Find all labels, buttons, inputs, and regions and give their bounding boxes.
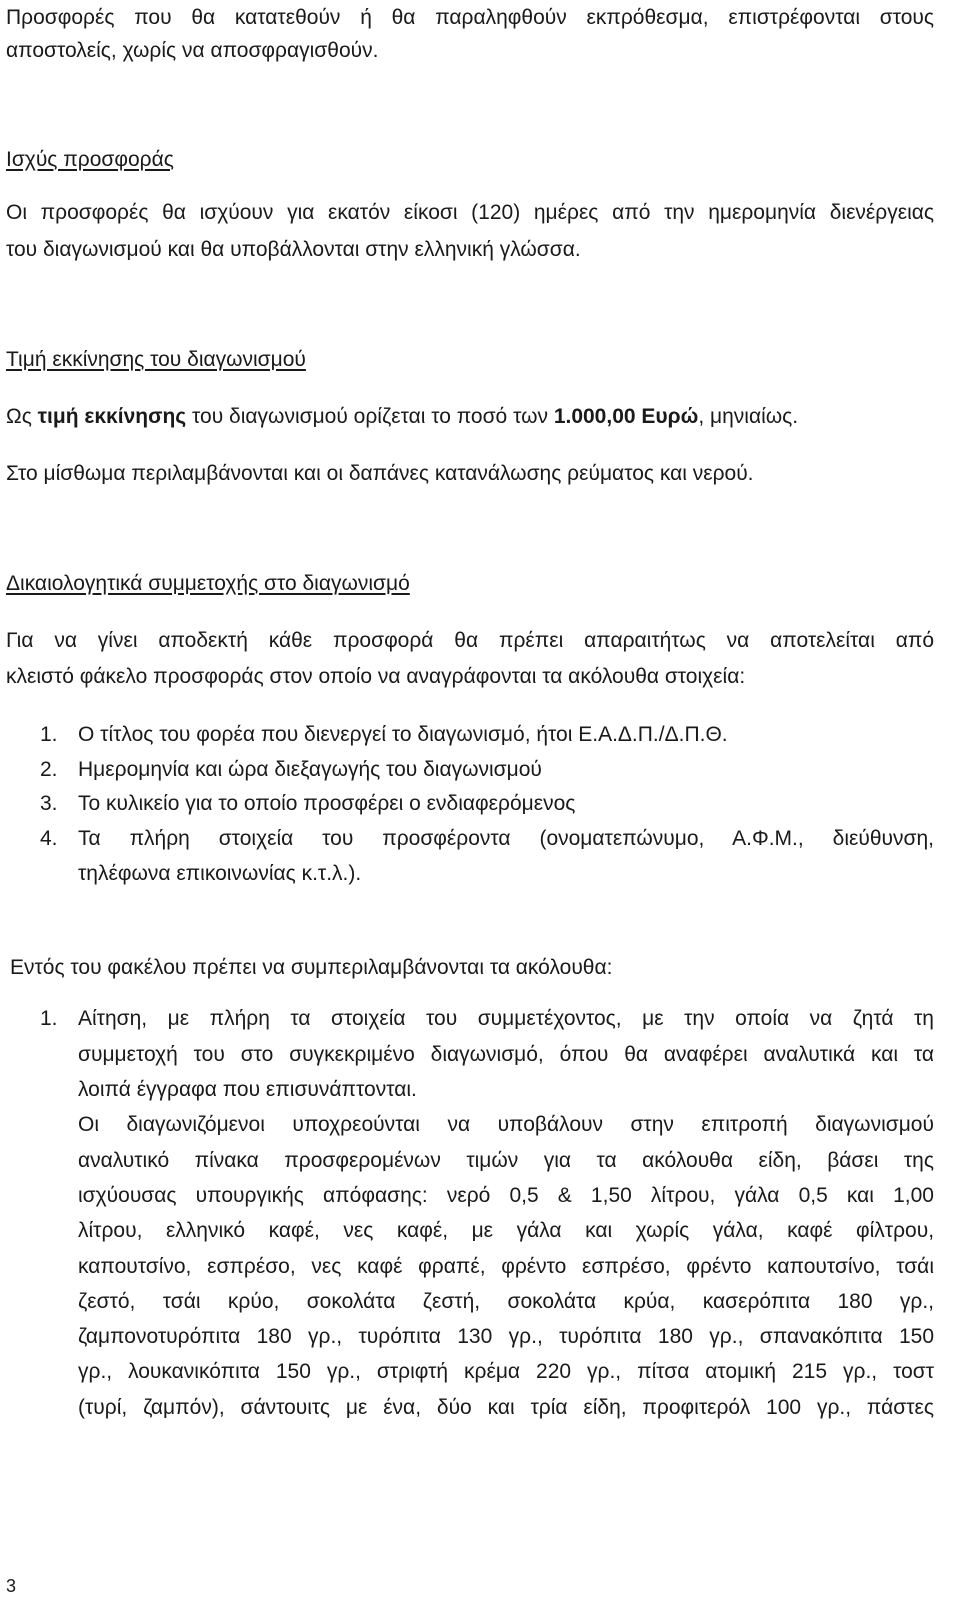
start-price-heading: Τιμή εκκίνησης του διαγωνισμού [6, 348, 306, 371]
envelope-line: (τυρί, ζαμπόν), σάντουιτς με ένα, δύο και τρία είδη, προφιτερόλ 100 γρ., πάστες [78, 1396, 934, 1419]
documents-heading: Δικαιολογητικά συμμετοχής στο διαγωνισμό [6, 572, 410, 595]
envelope-line: Οι διαγωνιζόμενοι υποχρεούνται να υποβάλουν στην επιτροπή διαγωνισμού [78, 1113, 934, 1136]
start-price-note: Στο μίσθωμα περιλαμβάνονται και οι δαπάνες κατανάλωσης ρεύματος και νερού. [6, 462, 754, 485]
list-item: Το κυλικείο για το οποίο προσφέρει ο ενδιαφερόμενος [78, 792, 576, 815]
start-price-text-a: Ως [6, 405, 38, 428]
validity-line-2: του διαγωνισμού και θα υποβάλλονται στην ελληνική γλώσσα. [6, 238, 581, 261]
envelope-line: συμμετοχή του στο συγκεκριμένο διαγωνισμό, όπου θα αναφέρει αναλυτικά και τα [78, 1043, 935, 1066]
validity-line-1: Οι προσφορές θα ισχύουν για εκατόν είκοσι (120) ημέρες από την ημερομηνία διενέργειας [6, 201, 935, 224]
list-item: Ημερομηνία και ώρα διεξαγωγής του διαγωνισμού [78, 758, 542, 781]
envelope-heading: Εντός του φακέλου πρέπει να συμπεριλαμβάνονται τα ακόλουθα: [10, 956, 613, 979]
envelope-line: λίτρου, ελληνικό καφέ, νες καφέ, με γάλα και χωρίς γάλα, καφέ φίλτρου, [78, 1219, 935, 1242]
envelope-line: αναλυτικό πίνακα προσφερομένων τιμών για τα ακόλουθα είδη, βάσει της [78, 1149, 934, 1172]
intro-line-1: Προσφορές που θα κατατεθούν ή θα παραληφθούν εκπρόθεσμα, επιστρέφονται στους [6, 6, 934, 29]
envelope-line: ζεστό, τσάι κρύο, σοκολάτα ζεστή, σοκολάτα κρύα, κασερόπιτα 180 γρ., [78, 1290, 934, 1313]
start-price-term: τιμή εκκίνησης [37, 405, 187, 428]
envelope-line: Αίτηση, με πλήρη τα στοιχεία του συμμετέχοντος, με την οποία να ζητά τη [78, 1007, 934, 1030]
envelope-line: ζαμπονοτυρόπιτα 180 γρ., τυρόπιτα 130 γρ., τυρόπιτα 180 γρ., σπανακόπιτα 150 [78, 1325, 935, 1348]
list-item-number: 3. [40, 792, 58, 815]
envelope-line: καπουτσίνο, εσπρέσο, νες καφέ φραπέ, φρέντο εσπρέσο, φρέντο καπουτσίνο, τσάι [78, 1255, 934, 1278]
envelope-line: λοιπά έγγραφα που επισυνάπτονται. [78, 1078, 417, 1101]
documents-intro-line-2: κλειστό φάκελο προσφοράς στον οποίο να αναγράφονται τα ακόλουθα στοιχεία: [6, 665, 746, 688]
page-number: 3 [6, 1576, 17, 1596]
start-price-text-c: του διαγωνισμού ορίζεται το ποσό των [186, 405, 554, 428]
validity-heading: Ισχύς προσφοράς [6, 148, 174, 171]
envelope-line: ισχύουσας υπουργικής απόφασης: νερό 0,5 & 1,50 λίτρου, γάλα 0,5 και 1,00 [78, 1184, 934, 1207]
list-item-number: 2. [40, 758, 58, 781]
envelope-line: γρ., λουκανικόπιτα 150 γρ., στριφτή κρέμα 220 γρ., πίτσα ατομική 215 γρ., τοστ [78, 1360, 934, 1383]
list-item-number: 1. [40, 723, 58, 746]
list-item-number: 4. [40, 827, 58, 850]
start-price-text-e: , μηνιαίως. [698, 405, 799, 428]
start-price-amount: 1.000,00 Ευρώ [553, 405, 699, 428]
intro-line-2: αποστολείς, χωρίς να αποσφραγισθούν. [6, 39, 379, 62]
documents-intro-line-1: Για να γίνει αποδεκτή κάθε προσφορά θα πρέπει απαραιτήτως να αποτελείται από [6, 629, 935, 652]
list-item-continuation: τηλέφωνα επικοινωνίας κ.τ.λ.). [78, 862, 362, 885]
list-item: Τα πλήρη στοιχεία του προσφέροντα (ονοματεπώνυμο, Α.Φ.Μ., διεύθυνση, [78, 827, 934, 850]
envelope-item-number: 1. [40, 1007, 58, 1030]
list-item: Ο τίτλος του φορέα που διενεργεί το διαγωνισμό, ήτοι Ε.Α.Δ.Π./Δ.Π.Θ. [78, 723, 728, 746]
start-price-paragraph [6, 403, 798, 431]
